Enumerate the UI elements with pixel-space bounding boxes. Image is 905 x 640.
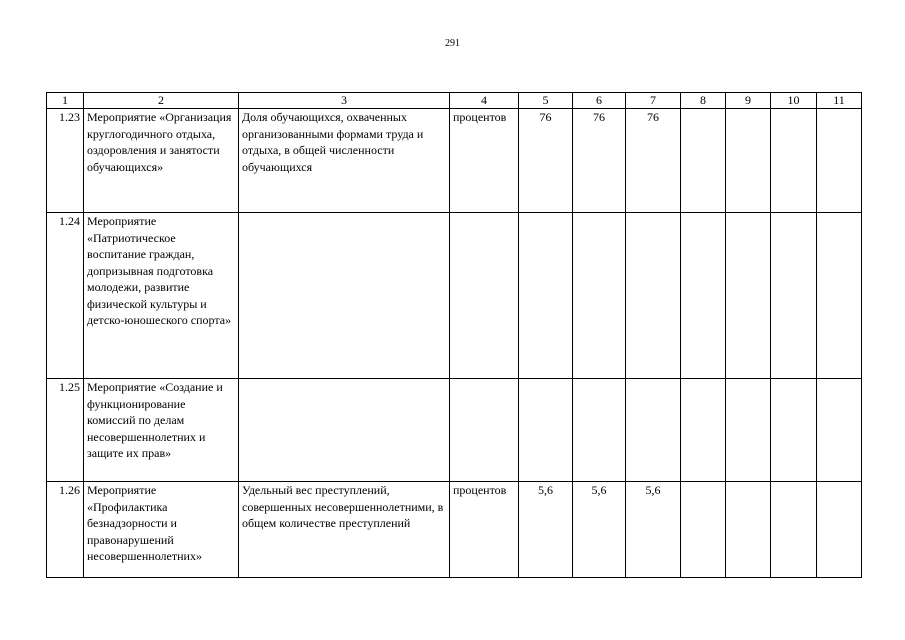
value-cell	[726, 213, 771, 379]
indicator-cell	[239, 379, 450, 482]
value-cell	[726, 379, 771, 482]
value-cell	[519, 379, 573, 482]
column-header: 1	[47, 93, 84, 109]
value-cell: 76	[626, 109, 681, 213]
column-header: 6	[573, 93, 626, 109]
row-number: 1.25	[47, 379, 84, 482]
value-cell	[681, 109, 726, 213]
indicator-cell: Доля обучающихся, охваченных организованными формами труда и отдыха, в общей численности обучающихся	[239, 109, 450, 213]
indicator-cell: Удельный вес преступлений, совершенных несовершеннолетними, в общем количестве преступлений	[239, 482, 450, 578]
value-cell	[817, 109, 862, 213]
value-cell	[573, 213, 626, 379]
table-row	[47, 109, 862, 213]
column-header: 10	[771, 93, 817, 109]
unit-cell: процентов	[450, 482, 519, 578]
value-cell	[771, 109, 817, 213]
table-row	[47, 482, 862, 578]
row-number: 1.23	[47, 109, 84, 213]
unit-cell	[450, 379, 519, 482]
indicator-cell	[239, 213, 450, 379]
event-cell: Мероприятие «Патриотическое воспитание граждан, допризывная подготовка молодежи, развитие физической культуры и детско-юношеского спорта»	[84, 213, 239, 379]
column-header: 5	[519, 93, 573, 109]
column-header: 11	[817, 93, 862, 109]
value-cell	[817, 379, 862, 482]
unit-cell: процентов	[450, 109, 519, 213]
value-cell: 76	[519, 109, 573, 213]
event-cell: Мероприятие «Организация круглогодичного отдыха, оздоровления и занятости обучающихся»	[84, 109, 239, 213]
value-cell	[573, 379, 626, 482]
value-cell: 5,6	[519, 482, 573, 578]
event-cell: Мероприятие «Создание и функционирование комиссий по делам несовершеннолетних и защите их прав»	[84, 379, 239, 482]
value-cell	[771, 379, 817, 482]
value-cell	[726, 109, 771, 213]
value-cell	[817, 213, 862, 379]
row-number: 1.24	[47, 213, 84, 379]
value-cell	[771, 213, 817, 379]
column-header: 3	[239, 93, 450, 109]
value-cell	[726, 482, 771, 578]
unit-cell	[450, 213, 519, 379]
column-header: 2	[84, 93, 239, 109]
value-cell	[817, 482, 862, 578]
value-cell: 5,6	[626, 482, 681, 578]
value-cell	[771, 482, 817, 578]
row-number: 1.26	[47, 482, 84, 578]
table-row	[47, 213, 862, 379]
value-cell	[681, 379, 726, 482]
header-row	[47, 93, 862, 109]
table-row	[47, 379, 862, 482]
column-header: 7	[626, 93, 681, 109]
event-cell: Мероприятие «Профилактика безнадзорности и правонарушений несовершеннолетних»	[84, 482, 239, 578]
value-cell	[681, 482, 726, 578]
value-cell: 76	[573, 109, 626, 213]
column-header: 9	[726, 93, 771, 109]
column-header: 4	[450, 93, 519, 109]
page-number: 291	[445, 38, 460, 49]
value-cell	[626, 379, 681, 482]
value-cell: 5,6	[573, 482, 626, 578]
program-indicators-table	[46, 92, 862, 578]
value-cell	[626, 213, 681, 379]
value-cell	[681, 213, 726, 379]
value-cell	[519, 213, 573, 379]
column-header: 8	[681, 93, 726, 109]
